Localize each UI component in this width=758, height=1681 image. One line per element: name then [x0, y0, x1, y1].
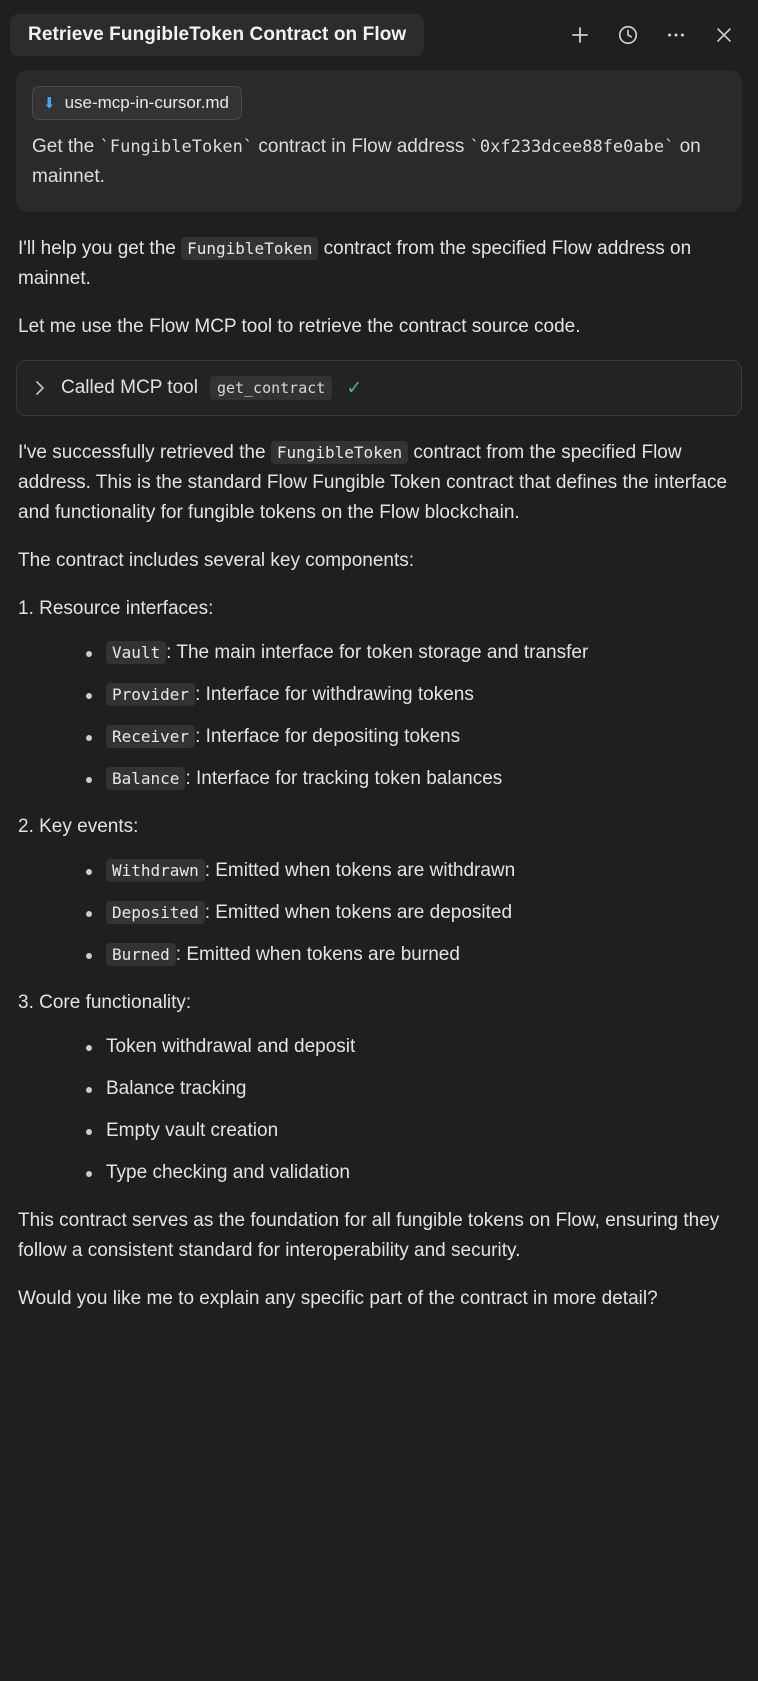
list-item-text: Type checking and validation	[106, 1162, 350, 1183]
section-heading-1: 1. Resource interfaces:	[18, 598, 214, 619]
inline-code-receiver: Receiver	[106, 725, 195, 748]
list-item	[78, 764, 742, 794]
chevron-right-icon[interactable]	[33, 379, 47, 397]
conversation-scroll-area[interactable]	[0, 70, 758, 1681]
list-item	[78, 680, 742, 710]
components-lead-paragraph: The contract includes several key components:	[18, 550, 415, 571]
page-title: Retrieve FungibleToken Contract on Flow	[28, 24, 407, 45]
check-icon: ✓	[346, 377, 363, 399]
list-item-text: : The main interface for token storage and transfer	[166, 642, 589, 663]
section-2-list	[16, 856, 742, 970]
user-message-text	[32, 132, 726, 192]
close-icon[interactable]	[712, 23, 736, 47]
section-heading-2: 2. Key events:	[18, 816, 139, 837]
list-item	[78, 638, 742, 668]
list-item	[78, 722, 742, 752]
tool-call-name: get_contract	[210, 376, 332, 400]
user-text-code-2: `0xf233dcee88fe0abe`	[469, 137, 675, 157]
inline-code-burned: Burned	[106, 943, 176, 966]
list-item-text: Balance tracking	[106, 1078, 247, 1099]
inline-code-deposited: Deposited	[106, 901, 205, 924]
list-item-text: Empty vault creation	[106, 1120, 279, 1141]
list-item-text: Token withdrawal and deposit	[106, 1036, 356, 1057]
list-item-text: : Interface for withdrawing tokens	[195, 684, 474, 705]
closing-paragraph: This contract serves as the foundation for all fungible tokens on Flow, ensuring they follow a consistent standard for interoperability and security.	[18, 1210, 720, 1261]
list-item-text: : Emitted when tokens are withdrawn	[204, 860, 516, 881]
assistant-intro-pre: I'll help you get the	[18, 238, 182, 259]
list-item-text: : Emitted when tokens are burned	[175, 944, 460, 965]
assistant-result-post: contract from the specified Flow address. This is the standard Flow Fungible Token contract that defines the interface and functionality for fungible tokens on the Flow blockchain.	[18, 442, 728, 523]
active-chat-tab[interactable]	[10, 14, 424, 56]
section-1-list	[16, 638, 742, 794]
list-item	[78, 1032, 742, 1062]
list-item	[78, 1158, 742, 1188]
title-bar	[0, 0, 758, 70]
title-bar-actions	[568, 23, 740, 47]
assistant-result-paragraph	[16, 438, 742, 528]
user-text-mid: contract in Flow address	[253, 136, 465, 157]
history-clock-icon[interactable]	[616, 23, 640, 47]
assistant-intro-paragraph	[16, 234, 742, 294]
inline-code-balance: Balance	[106, 767, 185, 790]
user-text-code-1: `FungibleToken`	[99, 137, 254, 157]
assistant-result-pre: I've successfully retrieved the	[18, 442, 271, 463]
assistant-second-paragraph: Let me use the Flow MCP tool to retrieve the contract source code.	[18, 316, 581, 337]
inline-code-withdrawn: Withdrawn	[106, 859, 205, 882]
inline-code-fungibletoken-1: FungibleToken	[181, 237, 318, 260]
markdown-file-icon: ⬇	[43, 94, 56, 112]
list-item-text: : Emitted when tokens are deposited	[204, 902, 513, 923]
list-item-text: : Interface for tracking token balances	[185, 768, 503, 789]
list-item	[78, 1116, 742, 1146]
inline-code-provider: Provider	[106, 683, 195, 706]
inline-code-fungibletoken-2: FungibleToken	[271, 441, 408, 464]
user-text-pre: Get the	[32, 136, 100, 157]
list-item	[78, 856, 742, 886]
mcp-tool-call-row[interactable]	[16, 360, 742, 416]
plus-icon[interactable]	[568, 23, 592, 47]
inline-code-vault: Vault	[106, 641, 166, 664]
assistant-intro-post: contract from the specified Flow address on mainnet.	[18, 238, 692, 289]
list-item	[78, 1074, 742, 1104]
user-message-card	[16, 70, 742, 212]
list-item	[78, 898, 742, 928]
list-item-text: : Interface for depositing tokens	[195, 726, 461, 747]
section-heading-3: 3. Core functionality:	[18, 992, 192, 1013]
ellipsis-icon[interactable]	[664, 23, 688, 47]
attached-file-chip[interactable]	[32, 86, 242, 120]
list-item	[78, 940, 742, 970]
followup-question-paragraph: Would you like me to explain any specific part of the contract in more detail?	[18, 1288, 658, 1309]
user-text-post: on mainnet.	[32, 136, 701, 187]
section-3-list	[16, 1032, 742, 1188]
tool-call-label: Called MCP tool	[61, 377, 198, 398]
attached-file-name: use-mcp-in-cursor.md	[64, 93, 229, 112]
